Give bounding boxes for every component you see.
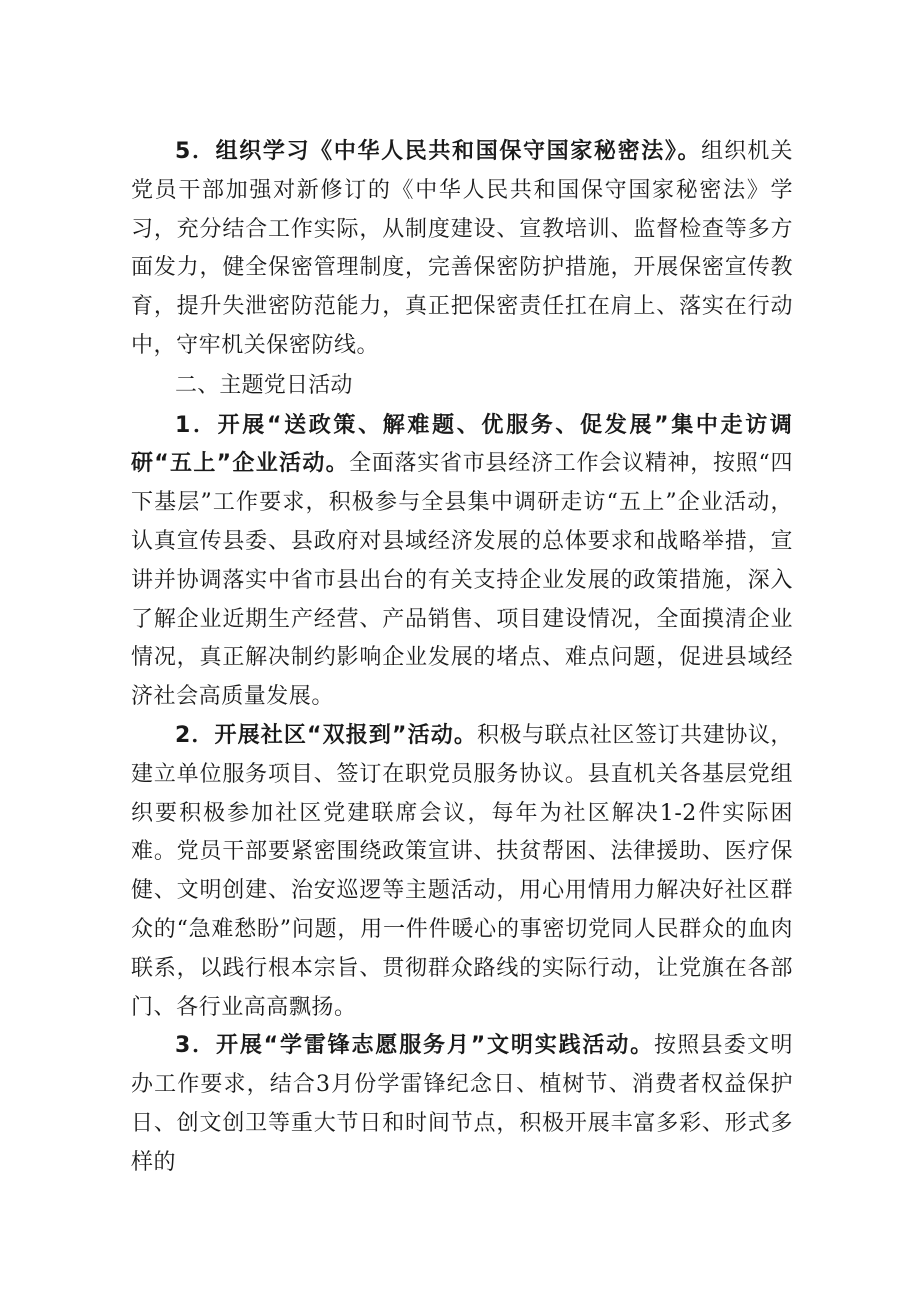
- paragraph-lead: 1．开展“送政策、解难题、优服务、促发展”集中走访调研“五上”企业活动。: [131, 412, 793, 477]
- paragraph-community-report: [131, 717, 793, 1027]
- paragraph-text: 全面落实省市县经济工作会议精神，按照“四下基层”工作要求，积极参与全县集中调研走访“五上”企业活动，认真宣传县委、县政府对县域经济发展的总体要求和战略举措，宣讲并协调落实中省市县出台的有关支持企业发展的政策措施，深入了解企业近期生产经营、产品销售、项目建设情况，全面摸清企业情况，真正解决制约影响企业发展的堵点、难点问题，促进县域经济社会高质量发展。: [131, 451, 794, 710]
- paragraph-lead: 3．开展“学雷锋志愿服务月”文明实践活动。: [175, 1033, 654, 1059]
- paragraph-text: 按照县委文明办工作要求，结合3月份学雷锋纪念日、植树节、消费者权益保护日、创文创卫等重大节日和时间节点，积极开展丰富多彩、形式多样的: [131, 1033, 793, 1175]
- paragraph-confidentiality-study: [131, 133, 793, 366]
- section-heading: [131, 367, 793, 406]
- paragraph-lead: 5．组织学习《中华人民共和国保守国家秘密法》。: [175, 139, 702, 164]
- paragraph-text: 积极与联点社区签订共建协议，建立单位服务项目、签订在职党员服务协议。县直机关各基层党组织要积极参加社区党建联席会议，每年为社区解决1-2件实际困难。党员干部要紧密围绕政策宣讲、扶贫帮困、法律援助、医疗保健、文明创建、治安巡逻等主题活动，用心用情用力解决好社区群众的“急难愁盼”问题，用一件件暖心的事密切党同人民群众的血肉联系，以践行根本宗旨、贯彻群众路线的实际行动，让党旗在各部门、各行业高高飘扬。: [131, 722, 793, 1020]
- paragraph-text: 组织机关党员干部加强对新修订的《中华人民共和国保守国家秘密法》学习，充分结合工作实际，从制度建设、宣教培训、监督检查等多方面发力，健全保密管理制度，完善保密防护措施，开展保密宣传教育，提升失泄密防范能力，真正把保密责任扛在肩上、落实在行动中，守牢机关保密防线。: [131, 139, 794, 358]
- paragraph-enterprise-visits: [131, 407, 793, 717]
- paragraph-lead: 2．开展社区“双报到”活动。: [175, 722, 477, 748]
- document-body: [131, 133, 793, 1183]
- section-heading-text: 二、主题党日活动: [175, 372, 353, 398]
- paragraph-lei-feng-month: [131, 1027, 793, 1182]
